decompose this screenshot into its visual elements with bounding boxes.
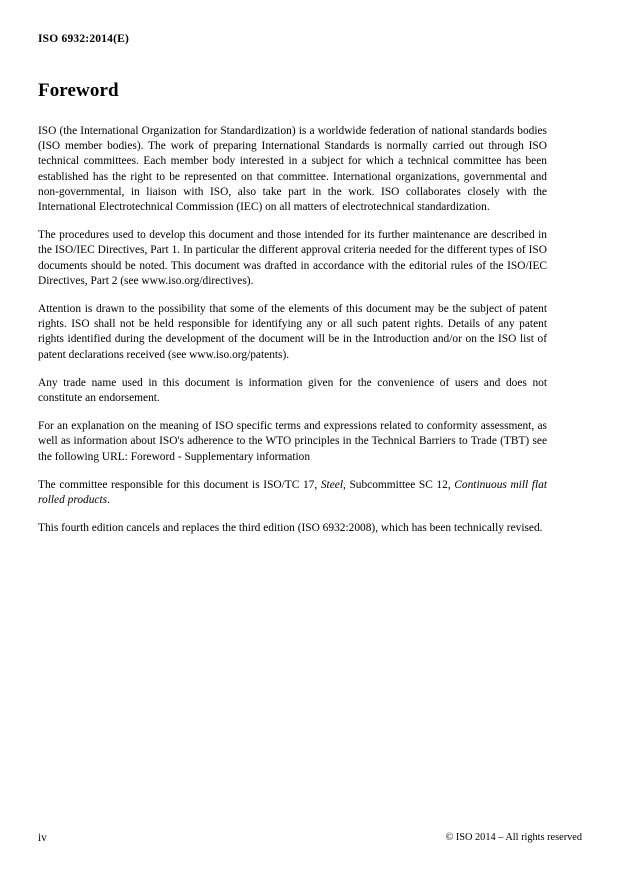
document-body	[38, 80, 547, 536]
page-footer	[38, 832, 582, 846]
paragraph-6: This fourth edition cancels and replaces the third edition (ISO 6932:2008), which has been technically revised.	[38, 522, 543, 535]
committee-italic-steel: Steel	[320, 478, 343, 491]
page-number: iv	[38, 832, 47, 844]
document-header: ISO 6932:2014(E)	[38, 33, 130, 45]
paragraph-3: Attention is drawn to the possibility that some of the elements of this document may be the subject of patent rights. ISO shall not be held responsible for identifying any or all such patent rights. Details of any patent rights identified during the development of the document will be in the Introduction and/or on the ISO list of patent declarations received (see www.iso.org/patents).	[38, 303, 547, 361]
paragraph-committee	[38, 478, 547, 508]
paragraph-1: ISO (the International Organization for Standardization) is a worldwide federation of national standards bodies (ISO member bodies). The work of preparing International Standards is normally carried out through ISO technical committees. Each member body interested in a subject for which a technical committee has been established has the right to be represented on that committee. International organizations, governmental and non-governmental, in liaison with ISO, also take part in the work. ISO collaborates closely with the International Electrotechnical Commission (IEC) on all matters of electrotechnical standardization.	[38, 125, 547, 214]
page-title: Foreword	[38, 80, 119, 101]
committee-prefix: The committee responsible for this document is ISO/TC 17,	[38, 478, 321, 491]
paragraph-5: For an explanation on the meaning of ISO specific terms and expressions related to conformity assessment, as well as information about ISO's adherence to the WTO principles in the Technical Barriers to Trade (TBT) see the following URL: Foreword - Supplementary information	[38, 420, 547, 463]
committee-suffix: .	[107, 494, 110, 507]
paragraph-2: The procedures used to develop this document and those intended for its further maintenance are described in the ISO/IEC Directives, Part 1. In particular the different approval criteria needed for the different types of ISO documents should be noted. This document was drafted in accordance with the editorial rules of the ISO/IEC Directives, Part 2 (see www.iso.org/directives).	[38, 229, 547, 287]
paragraph-4: Any trade name used in this document is information given for the convenience of users and does not constitute an endorsement.	[38, 376, 547, 405]
committee-middle: , Subcommittee SC 12,	[342, 478, 455, 491]
copyright-notice: © ISO 2014 – All rights reserved	[445, 832, 582, 843]
committee-italic-products: Continuous mill flat rolled products	[38, 478, 547, 507]
